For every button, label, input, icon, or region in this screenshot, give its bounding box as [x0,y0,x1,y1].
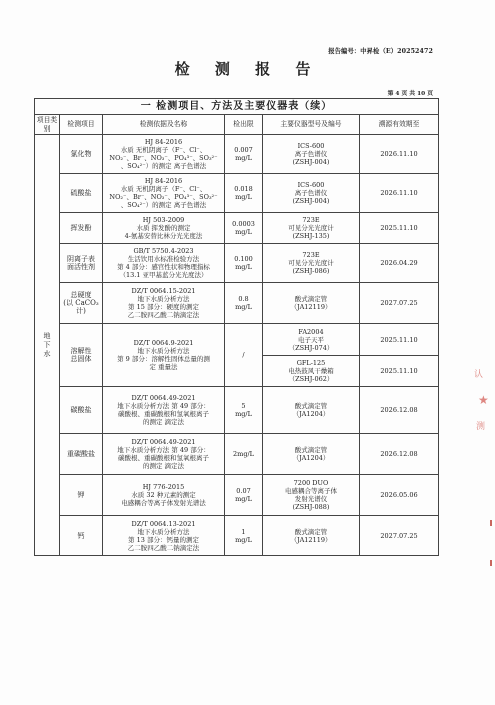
instrument-cell-line: 可见分光光度计 [288,259,334,267]
limit-cell-line: 5 [241,402,246,410]
method-cell [103,387,225,434]
item-cell: 钙 [60,516,103,556]
method-cell-line: 地下水质分析方法 [137,527,190,536]
stamp-char: 认 [474,370,484,380]
stamp-char: 测 [476,422,486,432]
table-row [35,475,439,516]
method-cell-line: 的测定 滴定法 [142,418,185,426]
instrument-cell-line: 酸式滴定管 [294,295,328,303]
instrument-cell-line: FA2004 [298,327,324,336]
col-header-instrument: 主要仪器型号及编号 [263,115,360,135]
table-row [35,135,439,174]
method-cell-line: 的测定 滴定法 [142,462,185,470]
item-cell [60,244,103,283]
method-cell-line: NO₂⁻、Br⁻、NO₃⁻、PO₄³⁻、SO₃²⁻ [109,193,218,201]
method-cell-line: NO₂⁻、Br⁻、NO₃⁻、PO₄³⁻、SO₃²⁻ [109,154,218,162]
instrument-cell [263,213,360,244]
trace-date-cell: 2026.11.10 [360,174,439,213]
item-cell: 硫酸盐 [60,174,103,213]
instrument-cell-line: 电子天平 [298,335,324,344]
method-cell-line: 碳酸根、重碳酸根和氢氧根离子 [118,410,209,418]
method-cell-line: DZ/T 0064.9-2021 [133,339,194,347]
method-cell [103,516,225,556]
instrument-cell-line: 发射光谱仪 [294,495,328,503]
instrument-cell [263,324,360,356]
instrument-cell-line: （JA1204） [292,454,330,462]
method-cell-line: DZ/T 0064.15-2021 [131,287,196,295]
method-cell-line: HJ 84-2016 [144,177,183,185]
method-cell [103,135,225,174]
method-cell-line: DZ/T 0064.13-2021 [131,519,196,528]
item-cell-line: 面活性剂 [67,263,95,271]
item-cell-line: 总固体 [70,355,92,363]
method-cell-line: HJ 84-2016 [144,138,183,146]
method-cell-line: 地下水质分析方法 第 49 部分： [117,446,210,454]
instrument-cell [263,174,360,213]
document-title: 检 测 报 告 [174,60,321,78]
table-row [35,387,439,434]
instrument-cell-line: 可见分光光度计 [288,224,334,232]
instrument-cell [263,356,360,387]
method-cell-line: 地下水质分析方法 第 49 部分： [117,402,210,410]
instrument-cell-line: (ZSHJ-135) [292,232,330,240]
method-cell-line: 、SO₄²⁻）的测定 离子色谱法 [120,162,207,170]
col-header-limit: 检出限 [225,115,263,135]
limit-cell [225,387,263,434]
instrument-cell [263,283,360,324]
method-cell [103,434,225,475]
instrument-cell-line: (ZSHJ-004) [292,158,330,166]
methods-table [34,98,439,556]
limit-cell-line: 0.018 [234,185,253,193]
instrument-cell-line: 酸式滴定管 [294,527,328,536]
limit-cell-line: 0.0003 [232,220,255,228]
page-number: 第 4 页 共 10 页 [387,91,433,97]
instrument-cell-line: GFL-125 [296,359,326,367]
instrument-cell-line: ICS-600 [297,142,325,150]
trace-date-cell: 2027.07.25 [360,283,439,324]
limit-cell-line: 0.8 [238,295,249,303]
method-cell-line: 地下水质分析方法 [137,295,190,303]
method-cell-line: 水质 无机阴离子（F⁻、Cl⁻、 [120,185,207,193]
col-header-item: 检测项目 [60,115,103,135]
limit-cell: 2mg/L [225,434,263,475]
item-cell: 重碳酸盐 [60,434,103,475]
instrument-cell-line: 酸式滴定管 [294,402,328,410]
instrument-cell-line: (ZSHJ-088) [292,503,330,511]
item-cell-line: (以 CaCO₃ [63,299,99,307]
method-cell-line: （13.1 亚甲基蓝分光光度法） [119,271,208,279]
method-cell-line: 第 15 部分：硬度的测定 [128,303,199,311]
instrument-cell-line: （ZSHJ-062） [288,375,334,383]
method-cell-line: 4-氨基安替比林分光光度法 [124,232,203,240]
method-cell-line: 第 9 部分：溶解性固体总量的测 [117,355,210,363]
table-row [35,174,439,213]
limit-cell [225,516,263,556]
method-cell-line: 、SO₄²⁻）的测定 离子色谱法 [120,201,207,209]
instrument-cell-line: 7200 DUO [293,479,329,487]
instrument-cell-line: 723E [302,216,320,224]
item-cell: 挥发酚 [60,213,103,244]
limit-cell-line: mg/L [235,263,252,271]
method-cell-line: 碳酸根、重碳酸根和氢氧根离子 [118,454,209,462]
method-cell-line: 水质 32 种元素的测定 [131,491,196,499]
trace-date-cell: 2026.04.29 [360,244,439,283]
col-header-category: 项目类别 [35,115,60,135]
section-title: 一 检测项目、方法及主要仪器表（续） [35,99,439,115]
table-header-row [35,115,439,135]
instrument-cell-line: 电感耦合等离子体 [285,487,337,495]
method-cell-line: 乙二胺四乙酸二钠滴定法 [127,311,200,319]
item-cell-line: 阴离子表 [67,255,95,263]
limit-cell-line: mg/L [235,535,252,544]
instrument-cell [263,516,360,556]
instrument-cell-line: 酸式滴定管 [294,446,328,454]
method-cell-line: HJ 776-2015 [142,483,185,491]
method-cell-line: 乙二胺四乙酸二钠滴定法 [127,543,200,552]
method-cell-line: 地下水质分析方法 [137,347,190,355]
method-cell-line: 第 13 部分：钙量的测定 [128,535,199,544]
item-cell [60,324,103,387]
instrument-cell-line: 电热鼓风干燥箱 [288,367,334,375]
table-row [35,213,439,244]
item-cell-line: 溶解性 [70,347,92,355]
trace-date-cell: 2025.11.10 [360,324,439,356]
table-row [35,283,439,324]
instrument-cell-line: 723E [302,251,320,259]
table-row [35,324,439,356]
limit-cell-line: mg/L [235,193,252,201]
method-cell-line: 第 4 部分：感官性状和物理指标 [117,263,210,271]
method-cell-line: GB/T 5750.4-2023 [133,247,194,255]
method-cell-line: DZ/T 0064.49-2021 [131,394,196,402]
method-cell [103,174,225,213]
limit-cell-line: mg/L [235,495,252,503]
method-cell-line: DZ/T 0064.49-2021 [131,438,196,446]
trace-date-cell: 2026.12.08 [360,387,439,434]
item-cell [60,283,103,324]
method-cell [103,324,225,387]
instrument-cell-line: ICS-600 [297,181,325,189]
trace-date-cell: 2026.11.10 [360,135,439,174]
trace-date-cell: 2025.11.10 [360,356,439,387]
category-cell: 地下水 [35,135,60,556]
item-cell-line: 总硬度 [70,291,92,299]
method-cell-line: 电感耦合等离子体发射光谱法 [121,499,206,507]
limit-cell-line: mg/L [235,303,252,311]
method-cell-line: 水质 挥发酚的测定 [136,224,191,232]
instrument-cell-line: (ZSHJ-004) [292,197,330,205]
instrument-cell-line: 离子色谱仪 [294,150,328,158]
item-cell-line: 计) [76,307,86,315]
perforation-mark [490,560,492,566]
instrument-cell [263,135,360,174]
perforation-mark [490,520,492,526]
trace-date-cell: 2027.07.25 [360,516,439,556]
method-cell-line: HJ 503-2009 [142,216,185,224]
limit-cell [225,213,263,244]
instrument-cell [263,475,360,516]
method-cell-line: 定 重量法 [149,363,178,371]
limit-cell-line: mg/L [235,410,252,418]
col-header-method: 检测依据及名称 [103,115,225,135]
table-row [35,434,439,475]
instrument-cell-line: （ZSHJ-074） [288,343,334,352]
limit-cell [225,244,263,283]
table-row [35,516,439,556]
instrument-cell-line: (ZSHJ-086) [292,267,330,275]
method-cell [103,475,225,516]
trace-date-cell: 2026.05.06 [360,475,439,516]
limit-cell: / [225,324,263,387]
item-cell: 碳酸盐 [60,387,103,434]
table-row [35,244,439,283]
instrument-cell [263,434,360,475]
method-cell [103,283,225,324]
method-cell-line: 水质 无机阴离子（F⁻、Cl⁻、 [120,146,207,154]
limit-cell-line: 0.100 [234,255,253,263]
limit-cell [225,283,263,324]
report-number: 报告编号：中昇检（E）20252472 [328,48,433,55]
limit-cell-line: 1 [241,527,246,536]
limit-cell-line: mg/L [235,154,252,162]
limit-cell-line: 0.007 [234,146,253,154]
instrument-cell-line: （JA12119） [290,303,332,311]
instrument-cell-line: 离子色谱仪 [294,189,328,197]
limit-cell-line: 0.07 [236,487,251,495]
stamp-star-icon: ★ [478,393,489,407]
red-seal-stamp [470,355,495,445]
method-cell [103,244,225,283]
instrument-cell-line: （JA1204） [292,410,330,418]
trace-date-cell: 2026.12.08 [360,434,439,475]
limit-cell [225,475,263,516]
instrument-cell [263,387,360,434]
col-header-trace: 溯源有效期至 [360,115,439,135]
trace-date-cell: 2025.11.10 [360,213,439,244]
limit-cell [225,135,263,174]
instrument-cell [263,244,360,283]
limit-cell-line: mg/L [235,228,252,236]
method-cell [103,213,225,244]
item-cell: 钾 [60,475,103,516]
instrument-cell-line: （JA12119） [290,535,332,544]
item-cell: 氯化物 [60,135,103,174]
method-cell-line: 生活饮用水标准检验方法 [127,255,200,263]
limit-cell [225,174,263,213]
